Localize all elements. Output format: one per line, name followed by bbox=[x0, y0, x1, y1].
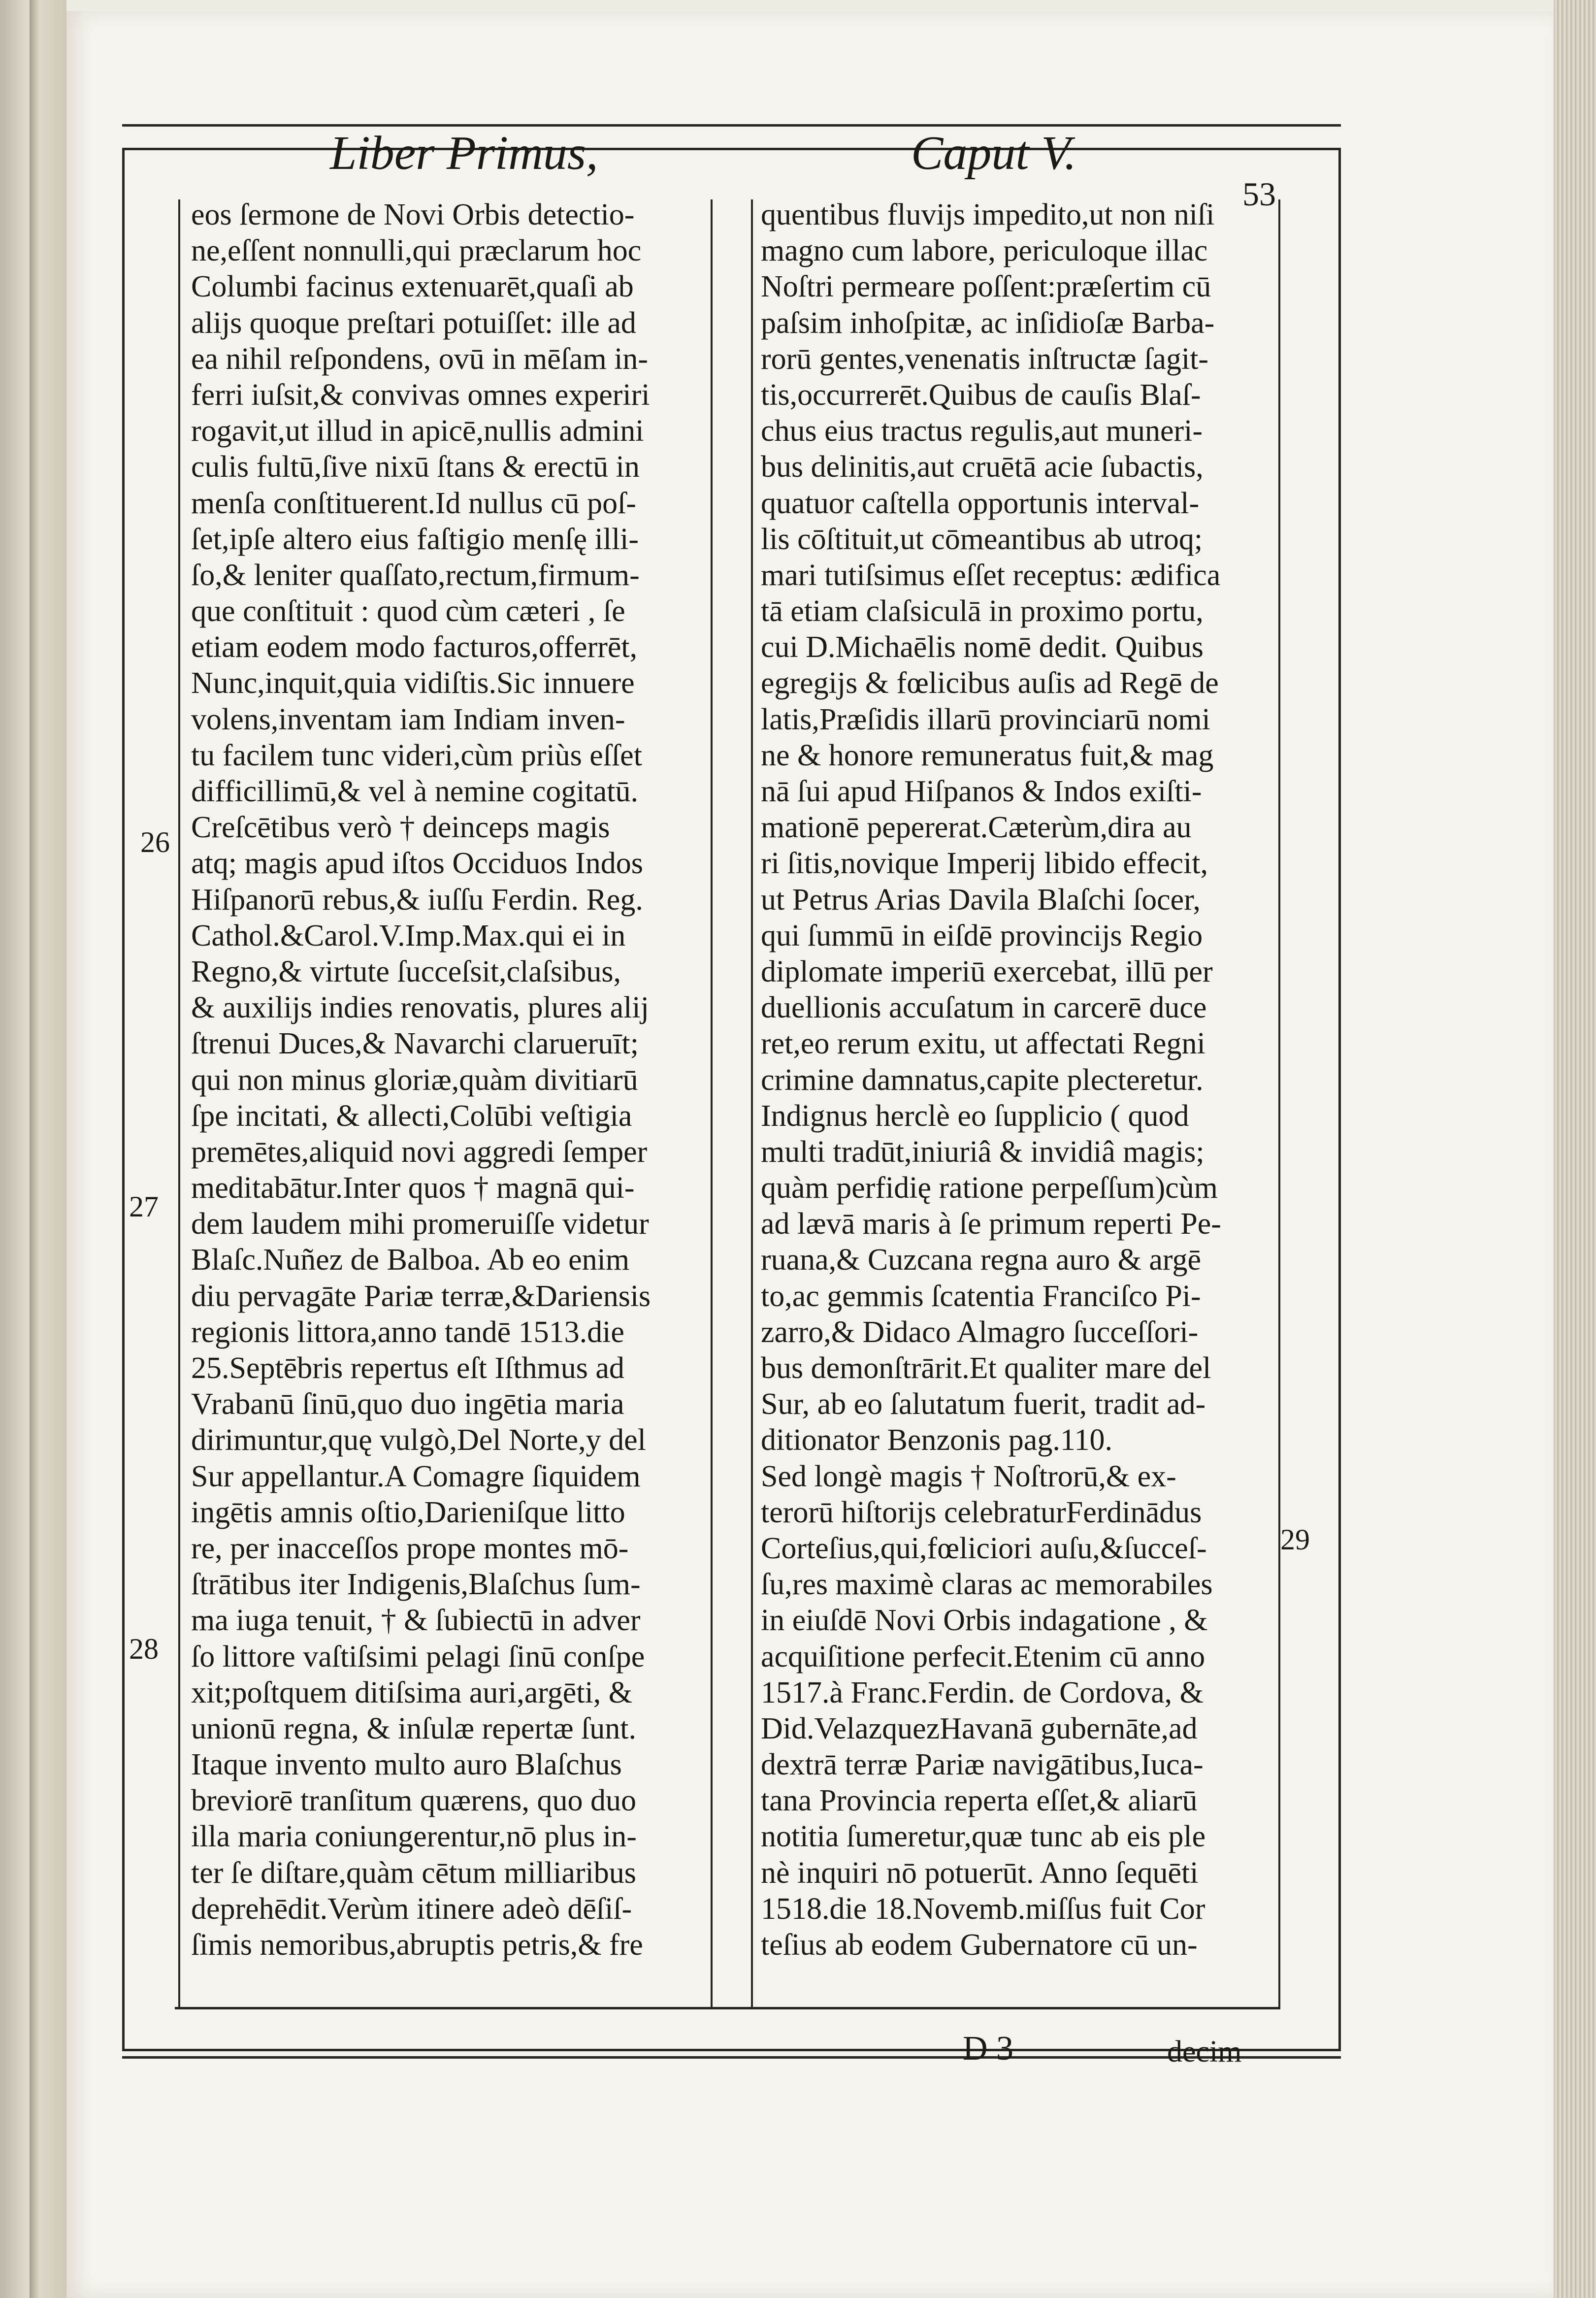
text-line: Noſtri permeare poſſent:præſertim cū bbox=[761, 270, 1211, 304]
marginal-number: 28 bbox=[129, 1633, 159, 1665]
text-line: alijs quoque preſtari potuiſſet: ille ad bbox=[191, 306, 636, 340]
text-line: Corteſius,qui,fœliciori auſu,&ſucceſ- bbox=[761, 1531, 1207, 1565]
text-line: etiam eodem modo facturos,offerrēt, bbox=[191, 630, 638, 664]
text-line: ſpe incitati, & allecti,Colūbi veſtigia bbox=[191, 1099, 632, 1133]
text-line: ſu,res maximè claras ac memorabiles bbox=[761, 1568, 1213, 1602]
text-line: rogavit,ut illud in apicē,nullis admini bbox=[191, 414, 644, 448]
text-line: cui D.Michaēlis nomē dedit. Quibus bbox=[761, 630, 1204, 664]
text-line: quentibus fluvijs impedito,ut non niſi bbox=[761, 198, 1215, 231]
text-line: Blaſc.Nuñez de Balboa. Ab eo enim bbox=[191, 1243, 630, 1277]
text-line: ruana,& Cuzcana regna auro & argē bbox=[761, 1243, 1201, 1277]
text-line: ingētis amnis oſtio,Darieniſque litto bbox=[191, 1495, 625, 1529]
previous-page-edge bbox=[30, 0, 39, 2298]
text-line: tā etiam claſsiculā in proximo portu, bbox=[761, 594, 1204, 628]
text-line: ret,eo rerum exitu, ut affectati Regni bbox=[761, 1027, 1205, 1061]
text-line: 1518.die 18.Novemb.miſſus fuit Cor bbox=[761, 1892, 1205, 1926]
text-line: multi tradūt,iniuriâ & invidiâ magis; bbox=[761, 1135, 1205, 1169]
text-line: qui ſummū in eiſdē provincijs Regio bbox=[761, 919, 1203, 952]
folio-number: 53 bbox=[1242, 175, 1276, 213]
text-line: tana Provincia reperta eſſet,& aliarū bbox=[761, 1784, 1198, 1818]
running-head-left: Liber Primus, bbox=[330, 127, 598, 180]
signature-mark: D 3 bbox=[963, 2030, 1014, 2068]
catchword: decim bbox=[1167, 2035, 1242, 2068]
text-line: crimine damnatus,capite plecteretur. bbox=[761, 1063, 1204, 1097]
text-line: quàm perfidię ratione perpeſſum)cùm bbox=[761, 1171, 1218, 1205]
text-line: Hiſpanorū rebus,& iuſſu Ferdin. Reg. bbox=[191, 883, 643, 917]
text-line: mari tutiſsimus eſſet receptus: ædifica bbox=[761, 558, 1221, 592]
text-line: Itaque invento multo auro Blaſchus bbox=[191, 1748, 622, 1782]
text-line: lis cōſtituit,ut cōmeantibus ab utroq; bbox=[761, 522, 1203, 556]
text-line: terorū hiſtorijs celebraturFerdinādus bbox=[761, 1495, 1202, 1529]
text-line: chus eius tractus regulis,aut muneri- bbox=[761, 414, 1203, 448]
text-line: Sur appellantur.A Comagre ſiquidem bbox=[191, 1459, 641, 1493]
text-line: ditionator Benzonis pag.110. bbox=[761, 1423, 1113, 1457]
text-line: egregijs & fœlicibus auſis ad Regē de bbox=[761, 666, 1219, 700]
page-stack-edge bbox=[1554, 0, 1596, 2298]
left-column-text bbox=[191, 197, 703, 1963]
text-line: difficillimū,& vel à nemine cogitatū. bbox=[191, 775, 638, 808]
text-line: Sur, ab eo ſalutatum fuerit, tradit ad- bbox=[761, 1387, 1206, 1421]
right-column-text bbox=[761, 197, 1273, 1963]
column-bottom-rule bbox=[175, 2007, 1280, 2009]
text-line: culis fultū,ſive nixū ſtans & erectū in bbox=[191, 450, 640, 484]
text-line: Did.VelazquezHavanā gubernāte,ad bbox=[761, 1711, 1198, 1745]
text-line: Sed longè magis † Noſtrorū,& ex- bbox=[761, 1459, 1176, 1493]
text-line: teſius ab eodem Gubernatore cū un- bbox=[761, 1928, 1198, 1962]
text-line: qui non minus gloriæ,quàm divitiarū bbox=[191, 1063, 638, 1097]
text-line: tis,occurrerēt.Quibus de cauſis Blaſ- bbox=[761, 378, 1201, 412]
text-line: ne & honore remuneratus fuit,& mag bbox=[761, 738, 1214, 772]
text-line: dem laudem mihi promeruiſſe videtur bbox=[191, 1207, 649, 1241]
text-line: ferri iuſsit,& convivas omnes experiri bbox=[191, 378, 650, 412]
text-line: ſo littore vaſtiſsimi pelagi ſinū conſpe bbox=[191, 1640, 645, 1674]
text-line: Vrabanū ſinū,quo duo ingētia maria bbox=[191, 1387, 624, 1421]
text-line: ma iuga tenuit, † & ſubiectū in adver bbox=[191, 1604, 641, 1638]
text-line: menſa conſtituerent.Id nullus cū poſ- bbox=[191, 486, 636, 520]
text-line: deprehēdit.Verùm itinere adeò dēſiſ- bbox=[191, 1892, 632, 1926]
text-line: unionū regna, & inſulæ repertæ ſunt. bbox=[191, 1711, 637, 1745]
text-line: ad lævā maris à ſe primum reperti Pe- bbox=[761, 1207, 1221, 1241]
text-line: que conſtituit : quod cùm cæteri , ſe bbox=[191, 594, 625, 628]
text-line: nè inquiri nō potuerūt. Anno ſequēti bbox=[761, 1856, 1199, 1890]
text-line: 25.Septēbris repertus eſt Iſthmus ad bbox=[191, 1351, 624, 1385]
text-line: breviorē tranſitum quærens, quo duo bbox=[191, 1784, 636, 1818]
text-line: Regno,& virtute ſucceſsit,claſsibus, bbox=[191, 954, 621, 988]
text-line: re, per inacceſſos prope montes mō- bbox=[191, 1531, 629, 1565]
running-head-right: Caput V. bbox=[911, 127, 1076, 180]
text-line: Nunc,inquit,quia vidiſtis.Sic innuere bbox=[191, 666, 635, 700]
text-line: ſet,ipſe altero eius faſtigio menſę illi- bbox=[191, 522, 639, 556]
text-line: in eiuſdē Novi Orbis indagatione , & bbox=[761, 1604, 1208, 1638]
text-line: regionis littora,anno tandē 1513.die bbox=[191, 1315, 624, 1349]
text-line: ea nihil reſpondens, ovū in mēſam in- bbox=[191, 342, 649, 376]
text-line: meditabātur.Inter quos † magnā qui- bbox=[191, 1171, 635, 1205]
text-line: 1517.à Franc.Ferdin. de Cordova, & bbox=[761, 1675, 1204, 1709]
text-line: duellionis accuſatum in carcerē duce bbox=[761, 991, 1207, 1025]
text-line: xit;poſtquem ditiſsima auri,argēti, & bbox=[191, 1675, 633, 1709]
text-line: bus demonſtrārit.Et qualiter mare del bbox=[761, 1351, 1211, 1385]
text-line: Creſcētibus verò † deinceps magis bbox=[191, 811, 610, 845]
text-line: eos ſermone de Novi Orbis detectio- bbox=[191, 198, 635, 231]
text-line: nā ſui apud Hiſpanos & Indos exiſti- bbox=[761, 775, 1202, 808]
text-line: notitia ſumeretur,quæ tunc ab eis ple bbox=[761, 1820, 1206, 1854]
text-line: ſtrenui Duces,& Navarchi clarueruīt; bbox=[191, 1027, 639, 1061]
text-line: quatuor caſtella opportunis interval- bbox=[761, 486, 1200, 520]
text-line: volens,inventam iam Indiam inven- bbox=[191, 702, 625, 736]
text-line: ſo,& leniter quaſſato,rectum,firmum- bbox=[191, 558, 640, 592]
text-line: tu facilem tunc videri,cùm priùs eſſet bbox=[191, 738, 642, 772]
text-line: ut Petrus Arias Davila Blaſchi ſocer, bbox=[761, 883, 1201, 917]
text-line: dextrā terræ Pariæ navigātibus,Iuca- bbox=[761, 1748, 1204, 1782]
text-line: ri ſitis,novique Imperij libido effecit, bbox=[761, 847, 1208, 881]
text-line: Columbi facinus extenuarēt,quaſi ab bbox=[191, 270, 634, 304]
text-line: dirimuntur,quę vulgò,Del Norte,y del bbox=[191, 1423, 646, 1457]
text-line: ne,eſſent nonnulli,qui præclarum hoc bbox=[191, 234, 642, 268]
marginal-number: 26 bbox=[140, 826, 170, 858]
header-rule bbox=[122, 124, 1341, 127]
text-line: zarro,& Didaco Almagro ſucceſſori- bbox=[761, 1315, 1199, 1349]
text-line: illa maria coniungerentur,nō plus in- bbox=[191, 1820, 637, 1854]
text-line: ter ſe diſtare,quàm cētum milliaribus bbox=[191, 1856, 636, 1890]
text-line: Indignus herclè eo ſupplicio ( quod bbox=[761, 1099, 1189, 1133]
text-line: Cathol.&Carol.V.Imp.Max.qui ei in bbox=[191, 919, 626, 952]
text-line: to,ac gemmis ſcatentia Franciſco Pi- bbox=[761, 1279, 1201, 1313]
text-line: atq; magis apud iſtos Occiduos Indos bbox=[191, 847, 643, 881]
text-line: paſsim inhoſpitæ, ac inſidioſæ Barba- bbox=[761, 306, 1215, 340]
text-line: ſimis nemoribus,abruptis petris,& fre bbox=[191, 1928, 643, 1962]
text-line: ſtrātibus iter Indigenis,Blaſchus ſum- bbox=[191, 1568, 641, 1602]
marginal-number: 29 bbox=[1280, 1523, 1310, 1556]
text-line: magno cum labore, periculoque illac bbox=[761, 234, 1208, 268]
text-line: mationē pepererat.Cæterùm,dira au bbox=[761, 811, 1192, 845]
marginal-number: 27 bbox=[129, 1190, 159, 1223]
text-line: premētes,aliquid novi aggredi ſemper bbox=[191, 1135, 648, 1169]
text-line: diplomate imperiū exercebat, illū per bbox=[761, 954, 1213, 988]
text-line: diu pervagāte Pariæ terræ,&Dariensis bbox=[191, 1279, 651, 1313]
text-line: acquiſitione perfecit.Etenim cū anno bbox=[761, 1640, 1205, 1674]
text-line: bus delinitis,aut cruētā acie ſubactis, bbox=[761, 450, 1204, 484]
text-line: & auxilijs indies renovatis, plures alij bbox=[191, 991, 649, 1025]
bottom-rule bbox=[122, 2056, 1341, 2059]
text-line: latis,Præſidis illarū provinciarū nomi bbox=[761, 702, 1210, 736]
text-line: rorū gentes,venenatis inſtructæ ſagit- bbox=[761, 342, 1209, 376]
